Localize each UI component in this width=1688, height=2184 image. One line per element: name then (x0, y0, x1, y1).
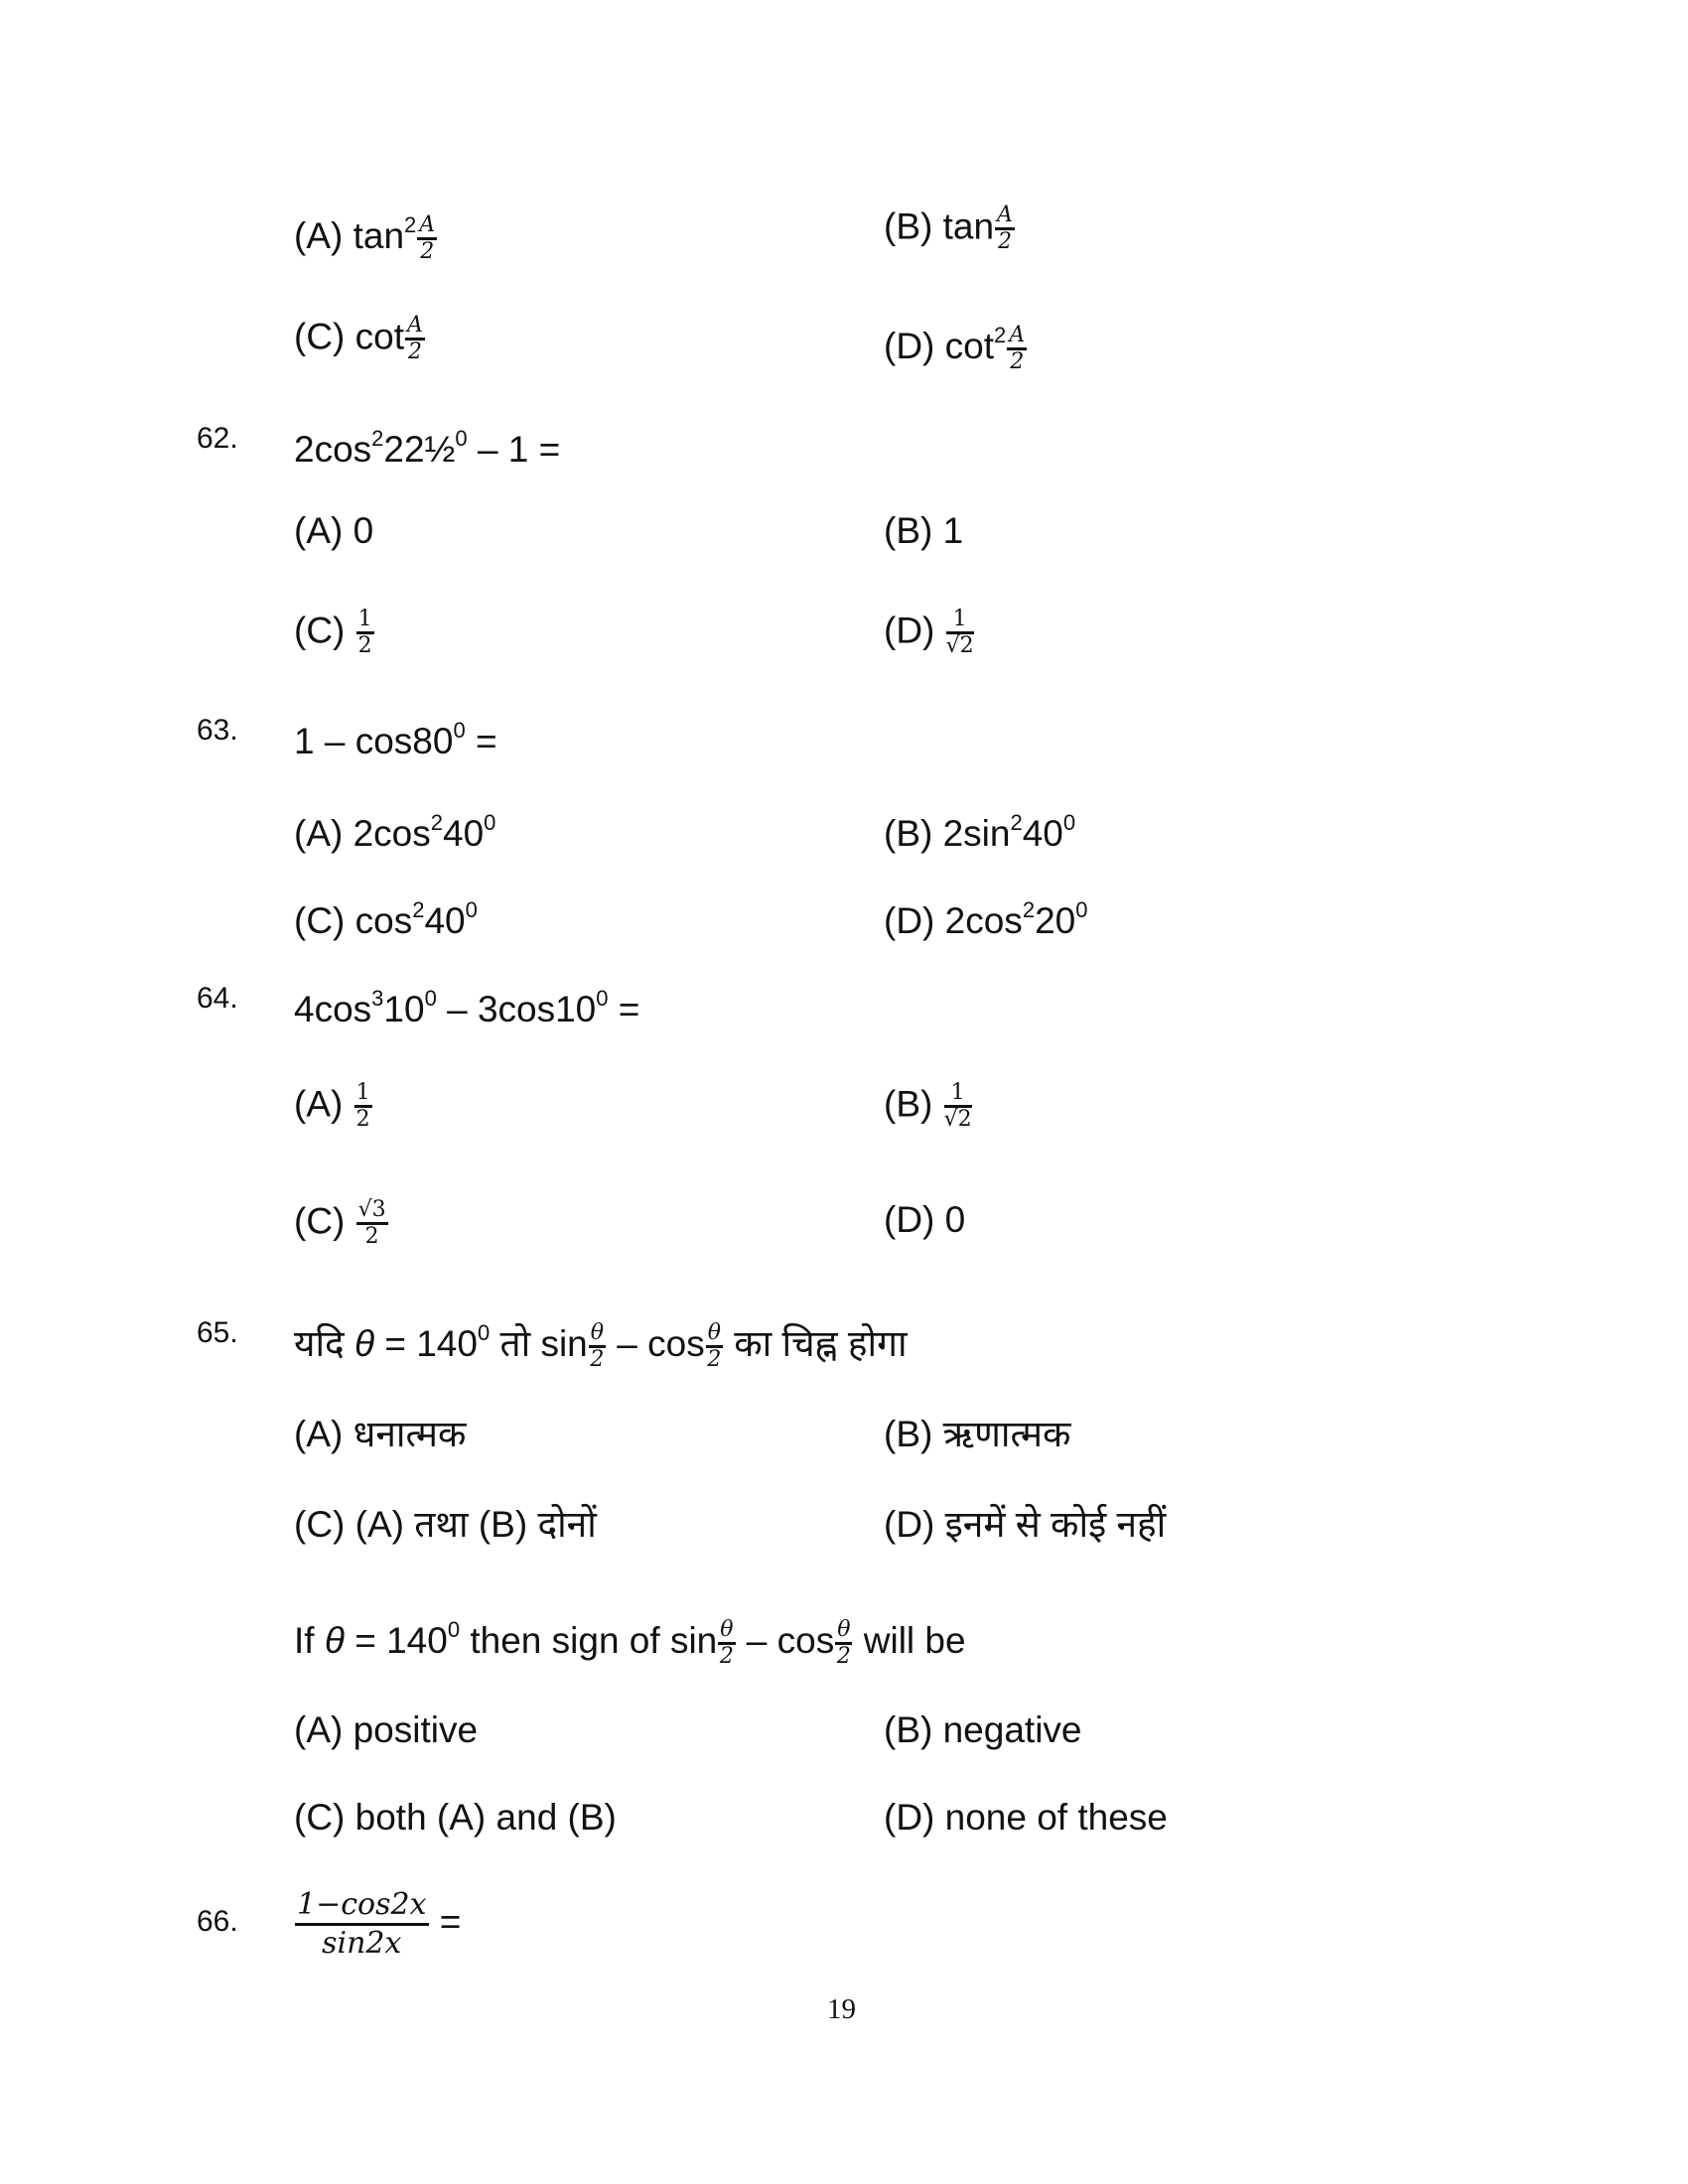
q65-english-option-a: (A) positive (294, 1709, 479, 1750)
q64-stem: $4\cos^310^0 - 3\cos 10^0$ = (294, 986, 640, 1029)
fraction: $\frac{1-\cos 2x}{\sin 2x}$ (297, 1886, 427, 1961)
question-number-66: 66. (197, 1905, 238, 1938)
q65-english-option-c: (C) both (A) and (B) (294, 1797, 617, 1838)
fraction: $\frac{1}{2}$ (357, 607, 372, 658)
q65-english-option-b: (B) negative (884, 1709, 1082, 1750)
q65-stem-hindi: यदि $\theta = 140^0$ तो sin $\frac{\theta}{2}$ – cos $\frac{\theta}{2}$ का चिह्न होगा (294, 1319, 908, 1372)
fraction: $\frac{A}{2}$ (1009, 322, 1026, 374)
question-number-63: 63. (197, 714, 238, 747)
q63-option-a: (A) $2\cos^240^0$ (294, 810, 496, 854)
q64-option-a: (A) $\frac{1}{2}$ (294, 1080, 370, 1132)
fraction: $\frac{\theta}{2}$ (719, 1616, 734, 1669)
q62-stem: $2\cos^222\frac{1}{2}^0 - 1$ = (294, 426, 561, 470)
q63-option-b: (B) $2\sin^240^0$ (884, 810, 1076, 854)
fraction: $\frac{\theta}{2}$ (836, 1616, 851, 1669)
question-number-64: 64. (197, 982, 238, 1015)
fraction: $\frac{\theta}{2}$ (707, 1319, 722, 1372)
fraction: $\frac{\theta}{2}$ (590, 1319, 605, 1372)
q62-option-b: (B) 1 (884, 510, 964, 551)
q64-option-c: (C) $\frac{√3}{2}$ (294, 1197, 386, 1249)
q61-option-b: (B) tan $\frac{A}{2}$ (884, 203, 1013, 254)
q66-stem: $\frac{1-\cos 2x}{\sin 2x}$ = (297, 1886, 462, 1961)
q64-option-d: (D) 0 (884, 1199, 966, 1240)
q63-stem: $1 - \cos 80^0$ = (294, 718, 497, 761)
q65-hindi-option-c: (C) (A) तथा (B) दोनों (294, 1504, 597, 1545)
fraction: $\frac{A}{2}$ (997, 203, 1013, 254)
q65-english-option-d: (D) none of these (884, 1797, 1168, 1838)
q65-hindi-option-b: (B) ऋणात्मक (884, 1414, 1071, 1454)
q62-option-c: (C) $\frac{1}{2}$ (294, 607, 372, 658)
q64-option-b: (B) $\frac{1}{√2}$ (884, 1080, 972, 1132)
q61-option-d: (D) $\cot^2$ $\frac{A}{2}$ (884, 322, 1026, 374)
q61-option-a: (A) $\tan^2$ $\frac{A}{2}$ (294, 211, 436, 264)
fraction: $\frac{√3}{2}$ (357, 1197, 386, 1249)
q63-option-c: (C) $\cos^240^0$ (294, 897, 478, 941)
q62-option-d: (D) $\frac{1}{√2}$ (884, 607, 974, 658)
fraction: $\frac{1}{√2}$ (945, 607, 974, 658)
q65-hindi-option-d: (D) इनमें से कोई नहीं (884, 1504, 1167, 1545)
question-number-62: 62. (197, 422, 238, 455)
question-number-65: 65. (197, 1316, 238, 1349)
fraction: $\frac{A}{2}$ (407, 313, 423, 364)
q62-option-a: (A) 0 (294, 510, 374, 551)
fraction: $\frac{1}{2}$ (355, 1080, 370, 1132)
fraction: $\frac{1}{√2}$ (943, 1080, 972, 1132)
page-number: 19 (827, 1993, 856, 2025)
q61-option-c: (C) cot $\frac{A}{2}$ (294, 313, 423, 364)
fraction: $\frac{A}{2}$ (419, 211, 436, 264)
q65-hindi-option-a: (A) धनात्मक (294, 1414, 467, 1454)
q65-stem-english: If $\theta = 140^0$ then sign of sin $\frac{\theta}{2}$ – cos $\frac{\theta}{2}$ will be (294, 1616, 966, 1669)
q63-option-d: (D) $2\cos^220^0$ (884, 897, 1088, 941)
